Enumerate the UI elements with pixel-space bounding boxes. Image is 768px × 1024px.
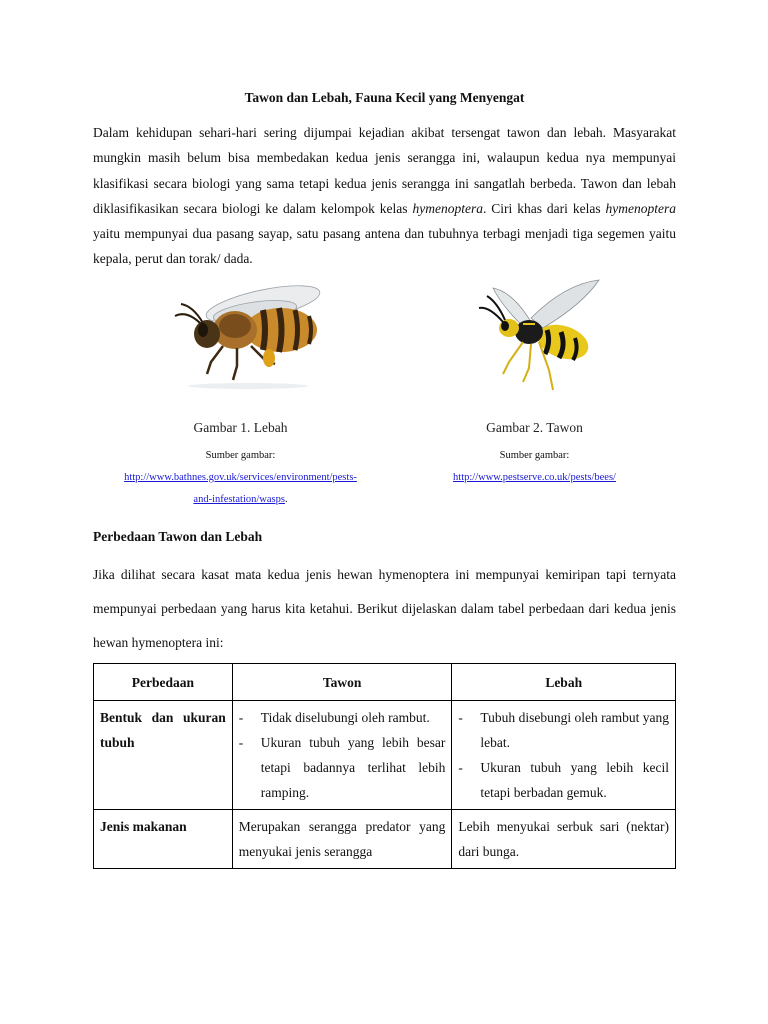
table-header-row [94, 664, 676, 701]
wasp-image [473, 278, 603, 396]
table-row [94, 701, 676, 810]
figure-2-source-link[interactable]: http://www.pestserve.co.uk/pests/bees/ [453, 472, 616, 483]
bee-image [163, 280, 333, 390]
list-item: - Tidak diselubungi oleh rambut. [239, 705, 446, 730]
paragraph-text: yaitu mempunyai dua pasang sayap, satu pasang antena dan tubuhnya terbagi menjadi tiga segemen yaitu kepala, perut dan torak/ dada. [93, 226, 676, 267]
figure-1-source-link[interactable]: http://www.bathnes.gov.uk/services/environment/pests- [124, 472, 357, 483]
list-item: - Ukuran tubuh yang lebih kecil tetapi berbadan gemuk. [458, 755, 669, 805]
figure-1-source-link-cont[interactable]: and-infestation/wasps [193, 494, 285, 505]
table-cell-tawon [232, 701, 452, 810]
table-header-cell: Perbedaan [94, 664, 233, 701]
intro-paragraph: Jika dilihat secara kasat mata kedua jenis hewan hymenoptera ini mempunyai kemiripan tapi ternyata mempunyai perbedaan yang harus kita ketahui. Berikut dijelaskan dalam tabel perbedaan dari kedua jenis hewan hymenoptera ini: [93, 567, 676, 650]
page-title: Tawon dan Lebah, Fauna Kecil yang Menyengat [244, 90, 525, 105]
list-item: - Ukuran tubuh yang lebih besar tetapi badannya terlihat lebih ramping. [239, 730, 446, 805]
figure-2-caption: Gambar 2. Tawon [486, 420, 583, 435]
figure-1-source-suffix: . [284, 494, 288, 505]
row-label: Bentuk dan ukuran tubuh [94, 701, 233, 810]
comparison-table [93, 663, 676, 869]
table-cell-tawon: Merupakan serangga predator yang menyukai jenis serangga [232, 810, 452, 869]
table-cell-lebah: Lebih menyukai serbuk sari (nektar) dari bunga. [452, 810, 676, 869]
figure-1-caption: Gambar 1. Lebah [193, 420, 288, 435]
table-row [94, 810, 676, 869]
paragraph-text: Dalam kehidupan sehari-hari sering dijumpai kejadian akibat tersengat tawon dan lebah. Masyarakat mungkin masih belum bisa membedakan kedua jenis serangga ini, walaupun kedua nya mempunyai klasifikasi secara biologi yang sama tetapi kedua jenis serangga ini sangatlah berbeda. Tawon dan lebah diklasifikasikan secara biologi ke dalam kelompok kelas [93, 125, 676, 216]
paragraph-italic-term: hymenoptera [605, 200, 676, 216]
list-item: - Tubuh disebungi oleh rambut yang lebat. [458, 705, 669, 755]
body-paragraph [93, 120, 676, 272]
paragraph-italic-term: hymenoptera [412, 200, 483, 216]
figure-2-source-label: Sumber gambar: [499, 450, 570, 461]
figure-1-source [93, 445, 388, 511]
section-heading: Perbedaan Tawon dan Lebah [93, 529, 263, 544]
paragraph-text: . Ciri khas dari kelas [482, 200, 606, 216]
row-label: Jenis makanan [94, 810, 233, 869]
table-cell-lebah [452, 701, 676, 810]
table-header-cell: Tawon [232, 664, 452, 701]
figure-1-source-label: Sumber gambar: [205, 450, 276, 461]
table-header-cell: Lebah [452, 664, 676, 701]
figure-2-source [393, 445, 676, 489]
